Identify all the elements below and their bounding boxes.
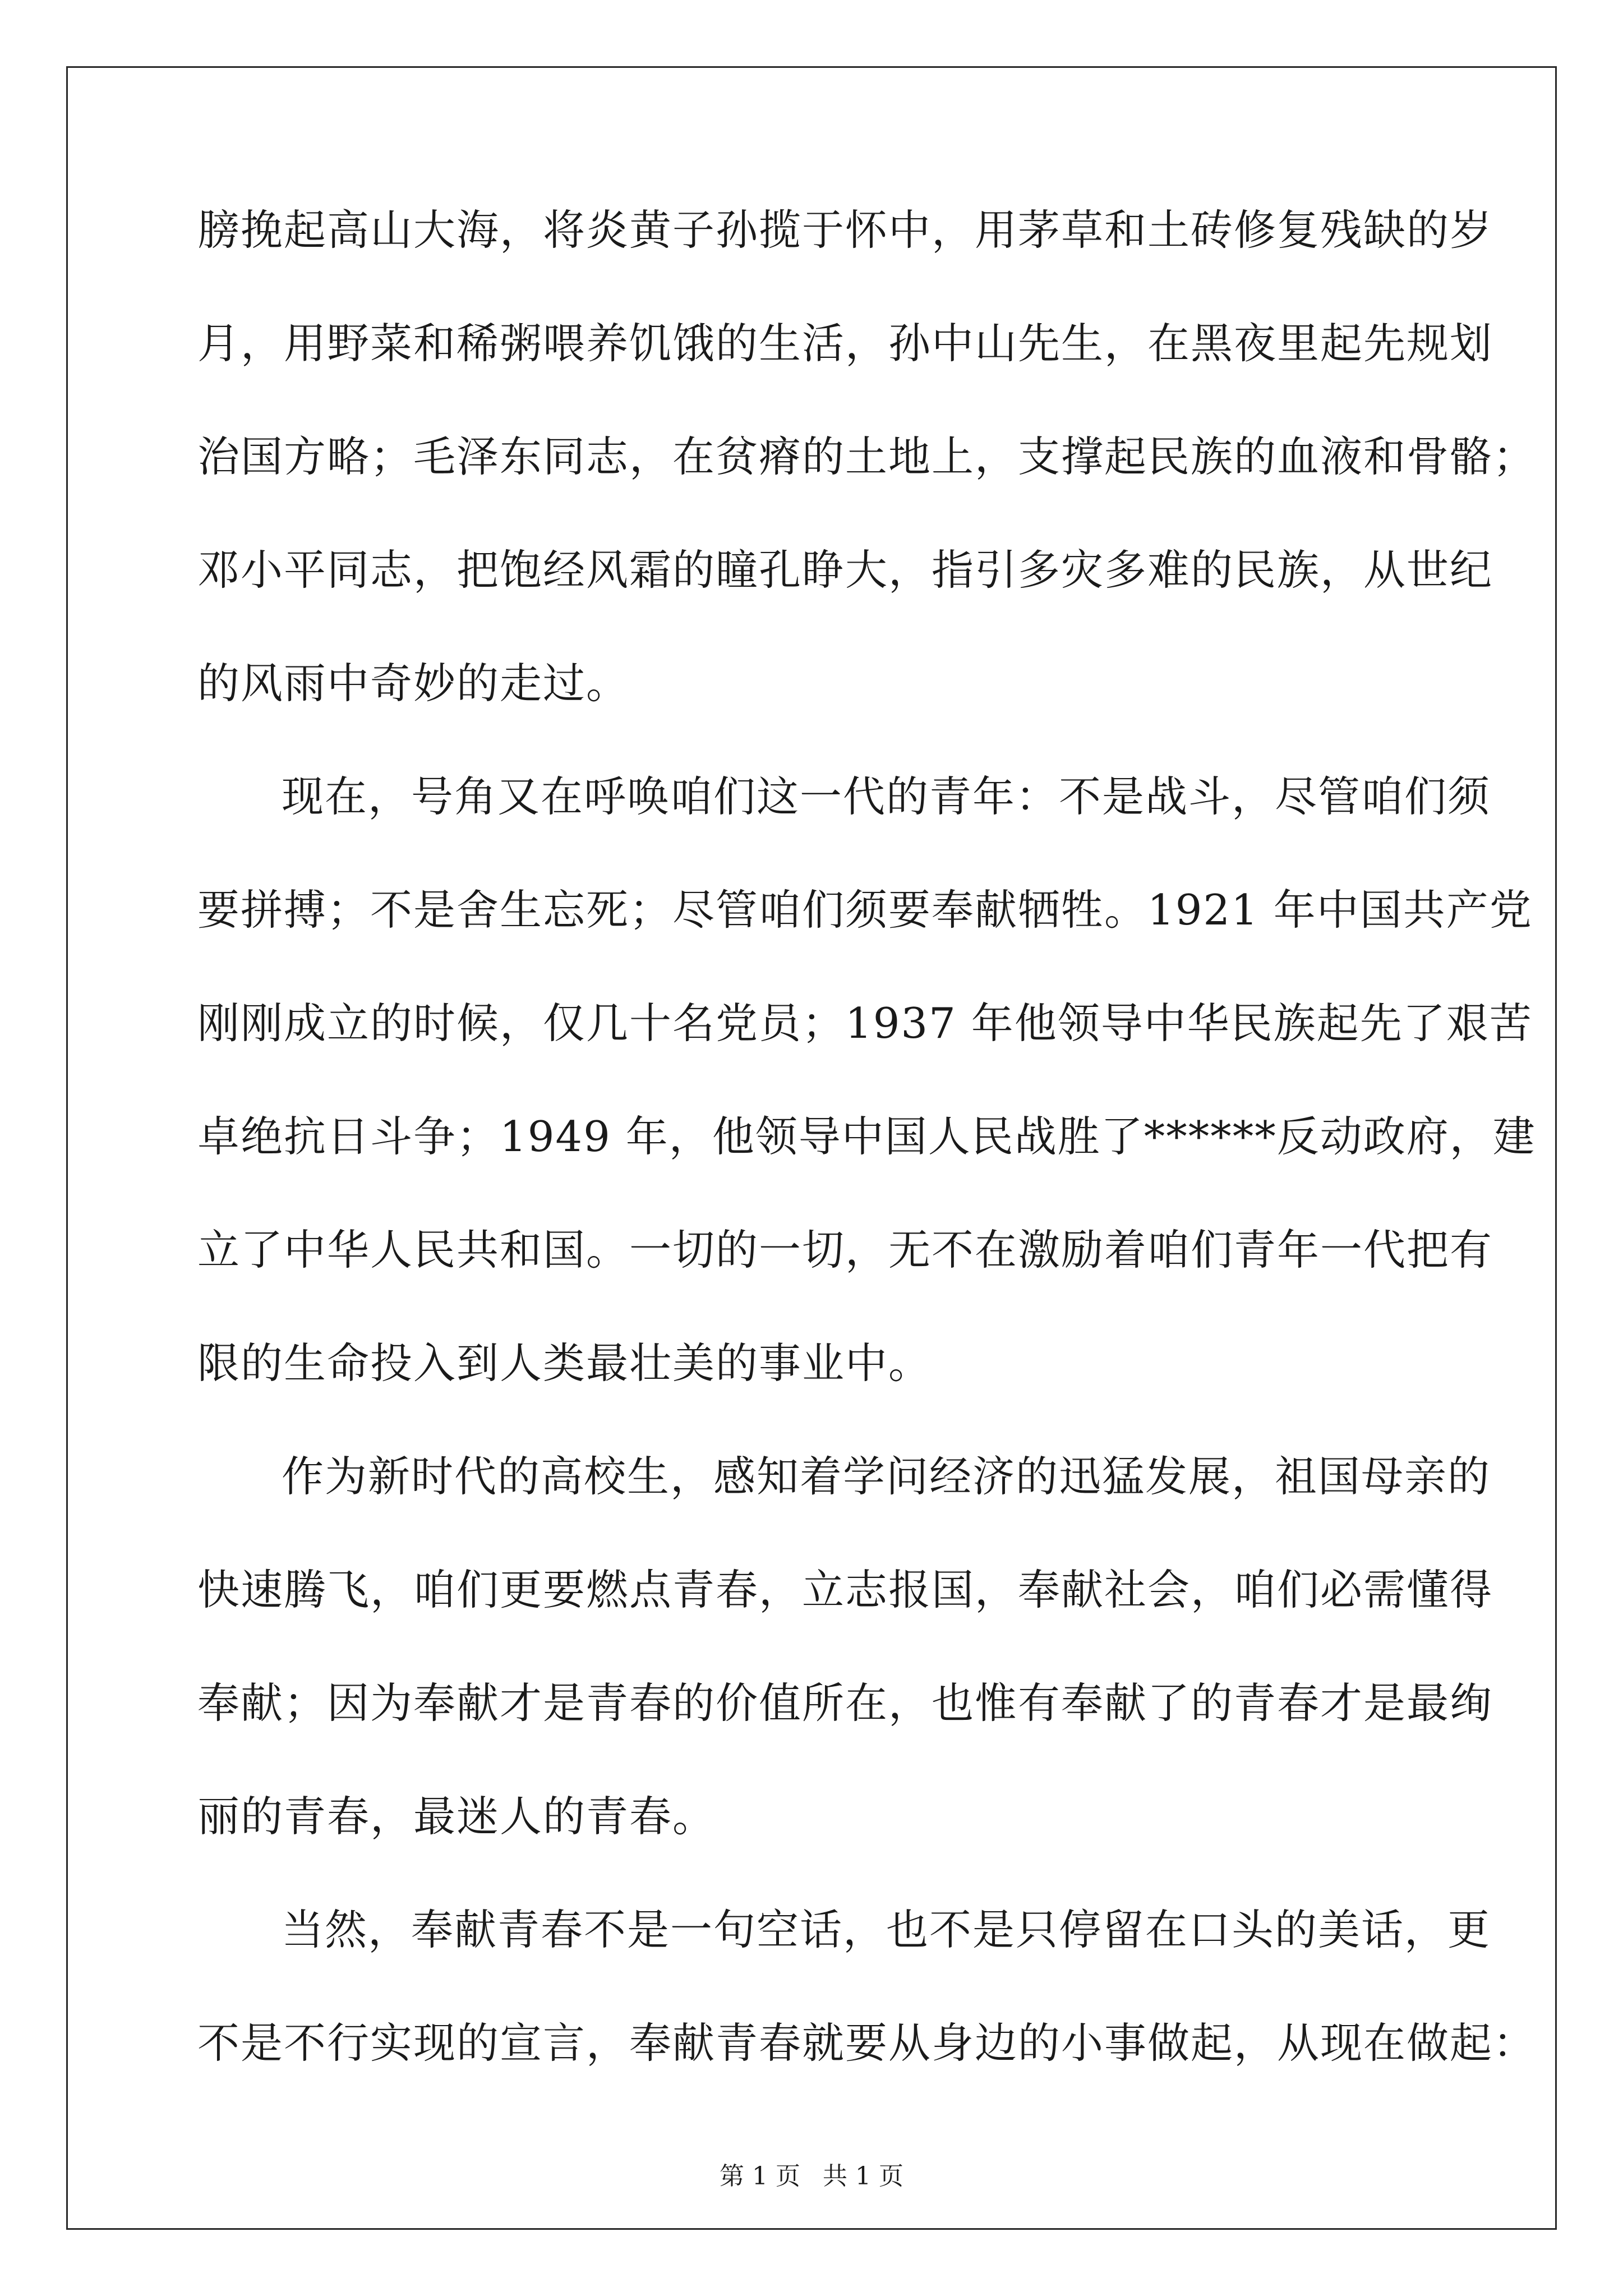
document-body: [197, 202, 1537, 2128]
text-line: 快速腾飞，咱们更要燃点青春，立志报国，奉献社会，咱们必需懂得: [197, 1565, 1493, 1614]
page-footer: [0, 2160, 1623, 2193]
text-line: 丽的青春，最迷人的青春。: [197, 1792, 716, 1841]
page-number: 第 1 页: [720, 2162, 800, 2191]
text-line: 立了中华人民共和国。一切的一切，无不在激励着咱们青年一代把有: [197, 1225, 1493, 1274]
paragraph-first-line: 现在，号角又在呼唤咱们这一代的青年：不是战斗，尽管咱们须: [282, 772, 1491, 821]
text-line: 的风雨中奇妙的走过。: [197, 659, 630, 708]
text-line: 奉献；因为奉献才是青春的价值所在，也惟有奉献了的青春才是最绚: [197, 1678, 1493, 1728]
text-line: 要拼搏；不是舍生忘死；尽管咱们须要奉献牺牲。1921 年中国共产党: [197, 885, 1533, 935]
text-line: 治国方略；毛泽东同志，在贫瘠的土地上，支撑起民族的血液和骨骼；: [197, 432, 1537, 481]
text-line: 邓小平同志，把饱经风霜的瞳孔睁大，指引多灾多难的民族，从世纪: [197, 545, 1493, 595]
text-line: 不是不行实现的宣言，奉献青春就要从身边的小事做起，从现在做起：: [197, 2018, 1537, 2068]
paragraph-first-line: 作为新时代的高校生，感知着学问经济的迅猛发展，祖国母亲的: [282, 1452, 1491, 1501]
text-line: 膀挽起高山大海，将炎黄子孙揽于怀中，用茅草和土砖修复残缺的岁: [197, 205, 1493, 255]
text-line: 卓绝抗日斗争；1949 年，他领导中国人民战胜了******反动政府，建: [197, 1112, 1536, 1161]
text-line: 刚刚成立的时候，仅几十名党员；1937 年他领导中华民族起先了艰苦: [197, 999, 1533, 1048]
text-line: 月，用野菜和稀粥喂养饥饿的生活，孙中山先生，在黑夜里起先规划: [197, 319, 1493, 368]
paragraph-first-line: 当然，奉献青春不是一句空话，也不是只停留在口头的美话，更: [282, 1905, 1491, 1954]
text-line: 限的生命投入到人类最壮美的事业中。: [197, 1338, 932, 1388]
page-total: 共 1 页: [823, 2162, 903, 2191]
